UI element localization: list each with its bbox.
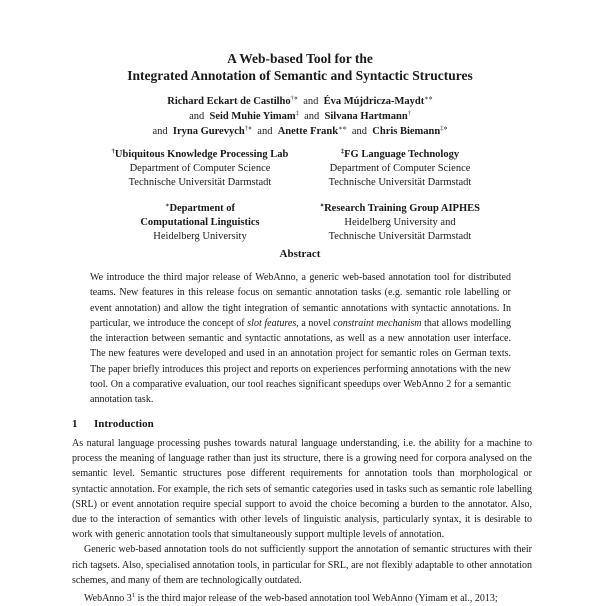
affiliation-name-line-2: Computational Linguistics [140,217,260,228]
section-heading [72,418,154,430]
author-marks: ‡ [295,110,299,117]
author-marks: † [407,110,411,117]
author-name: Richard Eckart de Castilho [167,96,291,107]
affiliation-mark: † [111,148,115,155]
author-name: Chris Biemann [372,126,441,137]
and-text: and [189,111,205,122]
footnote-mark: 1 [131,592,136,600]
author-name: Anette Frank [277,126,339,137]
author-name: Iryna Gurevych [172,126,245,137]
emphasis: slot features [247,317,297,329]
affiliation-name: ∗Department of [164,202,236,214]
abstract-text: We introduce the third major release of WebAnno, a generic web-based annotation tool for distributed teams. New features in this release focus on semantic annotation tasks (e.g. semantic role labelling or event annotation) and allow the tight integration of semantic annotations with syntactic annotations. In particular, we introduce the concept of slot features, a novel constraint mechanism that allows modelling the interaction between semantic and syntactic annotations, as well as a new annotation user interface. The new features were developed and used in an annotation project for semantic roles on German texts. The paper briefly introduces this project and reports on experiences performing annotations with the new tool. On a comparative evaluation, our tool reaches significant speedups over WebAnno 2 for a semantic annotation task. [90,272,512,406]
affiliation-university: Technische Universität Darmstadt [128,177,272,188]
affiliation-name: ‡FG Language Technology [340,148,460,160]
affiliation-university: Technische Universität Darmstadt [328,231,472,242]
paragraph: As natural language processing pushes towards natural language understanding, i.e. the ability for a machine to process the meaning of language rather than just its structure, there is a growing need for corpora analysed on the semantic level. Semantic structures pose different requirements for annotation tools than morphological or syntactic annotation. For example, the rich sets of semantic categories used in tasks such as semantic role labelling (SRL) or event annotation require special support to avoid the choice becoming a burden to the annotator. Also, due to the interaction of semantics with other levels of linguistic analysis, particularly syntax, it is desirable to work with generic annotation tools that simultaneously support multiple levels of annotation. [72,438,532,541]
author-name: Silvana Hartmann [324,111,408,122]
affiliation-university: Heidelberg University [153,231,247,242]
affiliation-mark: ∗ [164,202,170,209]
paper-title-line-1: A Web-based Tool for the [227,51,373,66]
abstract-heading: Abstract [279,248,321,260]
affiliation-department: Department of Computer Science [329,163,471,174]
author-marks: †⋄ [290,95,298,102]
paragraph: WebAnno $3^1$ is the third major release of the web-based annotation tool WebAnno (Yimam et al., 2013; [84,592,498,605]
and-text: and [304,111,320,122]
section-title: Introduction [94,418,154,430]
author-line-3 [0,122,600,139]
affiliation-department: Heidelberg University and [344,217,456,228]
and-text: and [257,126,273,137]
affiliation-name: ⋄Research Training Group AIPHES [320,202,480,214]
affiliation-mark: ⋄ [320,202,325,209]
affiliation-lt [275,145,525,190]
affiliation-mark: ‡ [340,148,345,155]
affiliation-aiphes [275,199,525,244]
author-marks: ∗⋄ [338,125,347,132]
author-name: Seid Muhie Yimam [209,111,296,122]
and-text: and [351,126,368,137]
paragraph: Generic web-based annotation tools do not sufficiently support the annotation of semantic structures with their rich tagsets. Also, specialised annotation tools, in particular for SRL, are not flexibly adaptable to other annotation schemes, and many of them are technologically outdated. [72,544,532,586]
author-marks: †⋄ [244,125,253,132]
author-name: Éva Mújdricza-Maydt [323,96,425,107]
introduction-text [72,436,532,606]
author-marks: ∗⋄ [424,95,433,102]
affiliation-university: Technische Universität Darmstadt [328,177,472,188]
emphasis: constraint mechanism [333,317,422,329]
and-text: and [152,126,168,137]
author-marks: ‡⋄ [440,125,448,132]
affiliation-name: †Ubiquitous Knowledge Processing Lab [111,148,289,160]
affiliation-department: Department of Computer Science [129,163,271,174]
section-number: 1 [72,418,78,430]
and-text: and [303,96,319,107]
paper-title-line-2: Integrated Annotation of Semantic and Syntactic Structures [127,68,473,83]
